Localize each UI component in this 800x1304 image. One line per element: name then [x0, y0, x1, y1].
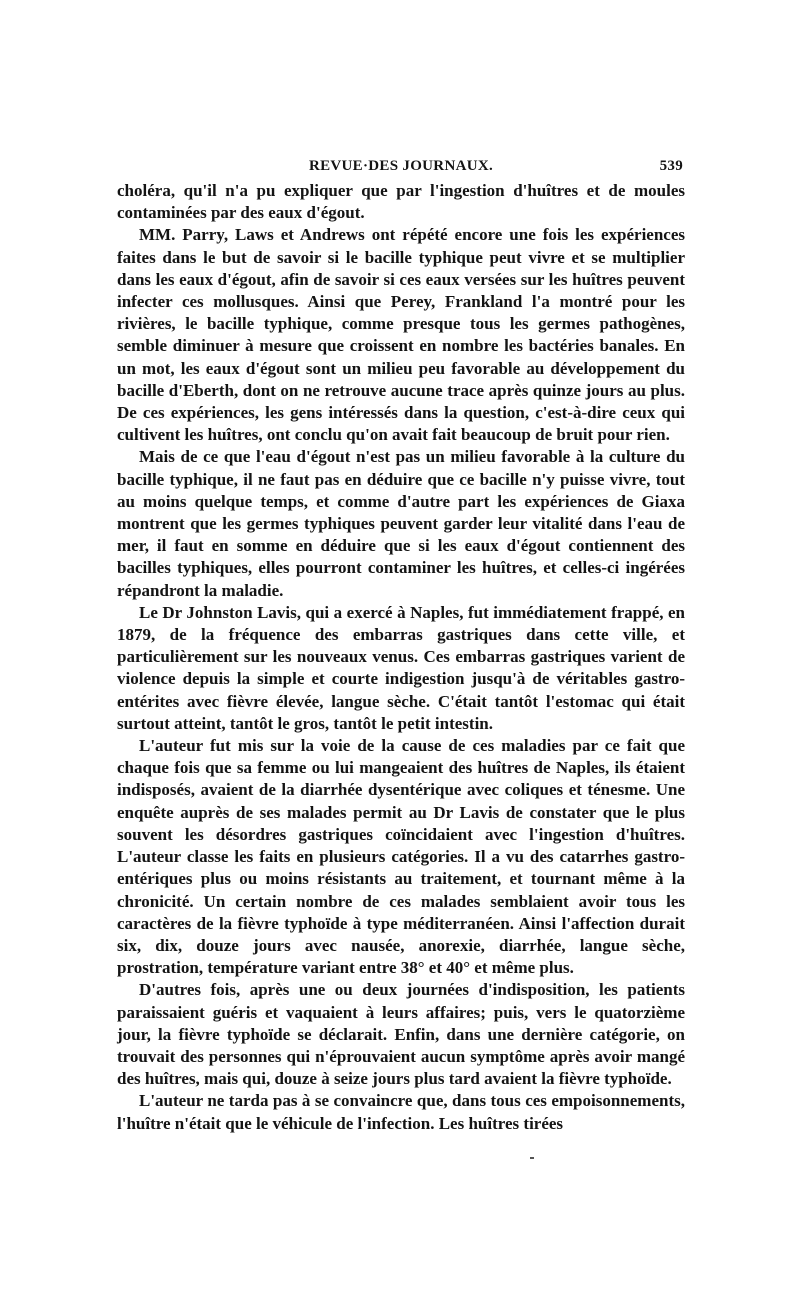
paragraph: Mais de ce que l'eau d'égout n'est pas un milieu favorable à la culture du bacille typhique, il ne faut pas en déduire que ce bacille n'y puisse vivre, tout au moins quelque temps, et comme d'autre part les expériences de Giaxa montrent que les germes typhiques peuvent garder leur vitalité dans l'eau de mer, il faut en somme en déduire que si les eaux d'égout contiennent des bacilles typhiques, elles pourront contaminer les huîtres, et celles-ci ingérées répandront la maladie.: [117, 447, 685, 600]
page-number: 539: [659, 158, 683, 174]
paragraph: Le Dr Johnston Lavis, qui a exercé à Naples, fut immédiatement frappé, en 1879, de la fréquence des embarras gastriques dans cette ville, et particulièrement sur les nouveaux venus. Ces embarras gastriques varient de violence depuis la simple et courte indigestion jusqu'à de véritables gastro-entérites avec fièvre élevée, langue sèche. C'était tantôt l'estomac qui était surtout atteint, tantôt le gros, tantôt le petit intestin.: [117, 602, 685, 733]
ink-speck: [530, 1157, 534, 1159]
paragraph-continued: choléra, qu'il n'a pu expliquer que par l'ingestion d'huîtres et de moules contaminées par des eaux d'égout.: [117, 181, 685, 223]
body-text: [117, 180, 685, 1135]
paragraph: MM. Parry, Laws et Andrews ont répété encore une fois les expériences faites dans le but de savoir si le bacille typhique peut vivre et se multiplier dans les eaux d'égout, afin de savoir si ces eaux versées sur les huîtres peuvent infecter ces mollusques. Ainsi que Perey, Frankland l'a montré pour les rivières, le bacille typhique, comme presque tous les germes pathogènes, semble diminuer à mesure que croissent en nombre les bactéries banales. En un mot, les eaux d'égout sont un milieu peu favorable au développement du bacille d'Eberth, dont on ne retrouve aucune trace après quinze jours au plus. De ces expériences, les gens intéressés dans la question, c'est-à-dire ceux qui cultivent les huîtres, ont conclu qu'on avait fait beaucoup de bruit pour rien.: [117, 225, 685, 445]
paragraph: L'auteur ne tarda pas à se convaincre que, dans tous ces empoisonnements, l'huître n'était que le véhicule de l'infection. Les huîtres tirées: [117, 1091, 685, 1133]
running-title: REVUE·DES JOURNAUX.: [308, 158, 494, 174]
document-page: [117, 156, 685, 1135]
paragraph: L'auteur fut mis sur la voie de la cause de ces maladies par ce fait que chaque fois que sa femme ou lui mangeaient des huîtres de Naples, ils étaient indisposés, avaient de la diarrhée dysentérique avec coliques et ténesme. Une enquête auprès de ses malades permit au Dr Lavis de constater que le plus souvent les désordres gastriques coïncidaient avec l'ingestion d'huîtres. L'auteur classe les faits en plusieurs catégories. Il a vu des catarrhes gastro-entériques plus ou moins résistants au traitement, et tournant même à la chronicité. Un certain nombre de ces malades semblaient avoir tous les caractères de la fièvre typhoïde à type méditerranéen. Ainsi l'affection durait six, dix, douze jours avec nausée, anorexie, diarrhée, langue sèche, prostration, température variant entre 38° et 40° et même plus.: [117, 736, 685, 978]
paragraph: D'autres fois, après une ou deux journées d'indisposition, les patients paraissaient guéris et vaquaient à leurs affaires; puis, vers le quatorzième jour, la fièvre typhoïde se déclarait. Enfin, dans une dernière catégorie, on trouvait des personnes qui n'éprouvaient aucun symptôme après avoir mangé des huîtres, mais qui, douze à seize jours plus tard avaient la fièvre typhoïde.: [117, 980, 685, 1089]
running-header: [117, 156, 685, 180]
